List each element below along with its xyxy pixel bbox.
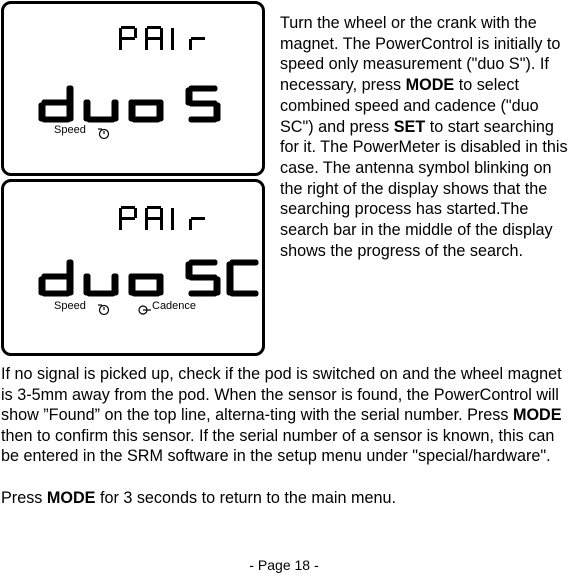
lcd-main-line	[39, 86, 220, 122]
body-text-part2: then to confirm this sensor. If the serial number of a sensor is known, this can be entered in the SRM software in the setup menu under "special/hardware".	[1, 426, 555, 466]
lcd-main-line	[39, 260, 258, 296]
lcd-display-duo-s	[1, 1, 265, 176]
lcd-display-duo-sc	[1, 179, 265, 356]
cadence-label: Cadence	[152, 300, 197, 312]
body-text	[1, 364, 568, 508]
lcd-top-line	[119, 26, 205, 50]
speed-label: Speed	[54, 300, 86, 312]
mode-key-label: MODE	[512, 406, 562, 425]
set-key-label: SET	[393, 117, 426, 136]
mode-key-label: MODE	[46, 488, 96, 507]
mode-key-label: MODE	[405, 76, 455, 95]
lcd-segments-duo-sc	[4, 182, 262, 353]
body-text-part1: If no signal is picked up, check if the pod is switched on and the wheel magnet is 3-5mm away from the pod. When the sensor is found, the PowerControl will show ”Found” on the top line, alterna-ting with the serial number. Press	[1, 365, 562, 425]
body-paragraph-2	[1, 488, 568, 509]
paragraph-gap	[1, 467, 568, 488]
lcd-top-line	[119, 206, 205, 230]
body-text-suffix: for 3 seconds to return to the main menu.	[95, 488, 396, 507]
body-paragraph-1	[1, 364, 568, 467]
cadence-icon	[139, 306, 151, 314]
page-number: - Page 18 -	[249, 557, 319, 573]
intro-text-part2: to select combined speed and cadence ("duo SC") and press	[280, 76, 539, 136]
intro-paragraph	[280, 13, 568, 261]
intro-text-part3: to start searching for it. The PowerMeter is disabled in this case. The antenna symbol blinking on the right of the display shows that the searching process has started.The search bar in the middle of the display shows the progress of the search.	[280, 117, 568, 260]
speed-icon	[98, 305, 109, 315]
lcd-segments-duo-s	[4, 4, 262, 173]
body-text-prefix: Press	[1, 488, 47, 507]
intro-text-part1: Turn the wheel or the crank with the magnet. The PowerControl is initially to speed only measurement ("duo S"). If necessary, press	[280, 14, 561, 95]
speed-icon	[98, 129, 109, 139]
intro-text	[280, 13, 568, 261]
speed-label: Speed	[54, 124, 86, 136]
